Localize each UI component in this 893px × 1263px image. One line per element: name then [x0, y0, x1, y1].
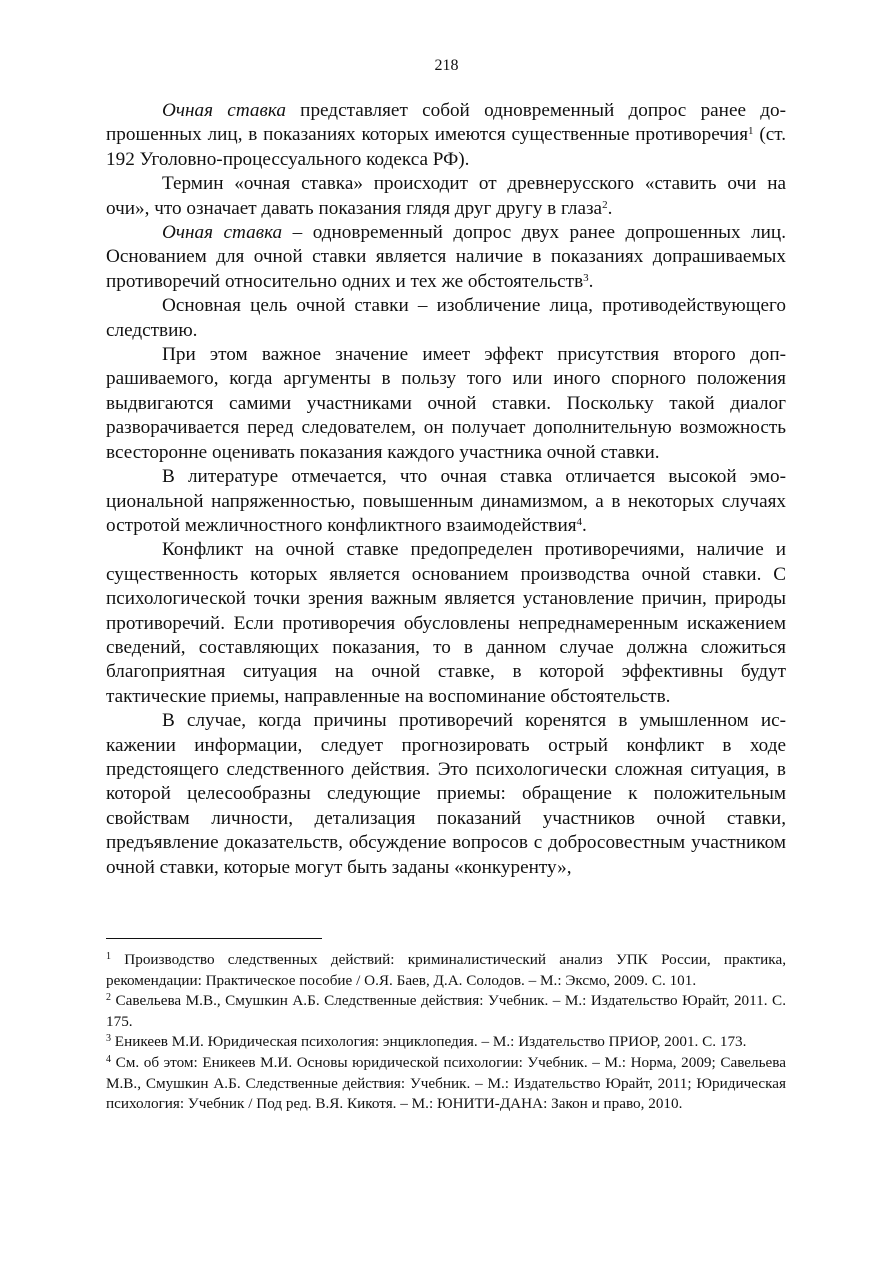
footnote-mark: 1 — [106, 951, 111, 962]
paragraph-8 — [106, 709, 786, 880]
footnotes — [106, 950, 786, 1115]
paragraph-text: Конфликт на очной ставке предопределен противоречиями, наличие и существенность которых является основанием производства очной ставки. С психологической точки зрения важным является установление причин, природы противоречий. Если противоречия обусловлены непреднамеренным искажением сведений, составляющих показания, то в данном случае должна сложиться благоприятная ситуация на очной ставке, в которой эффективны будут тактические приемы, направленные на воспоминание обстоятельств. — [106, 539, 786, 707]
body-text — [106, 99, 786, 880]
footnote-1 — [106, 950, 786, 991]
footnote-separator — [106, 938, 322, 939]
paragraph-2 — [106, 172, 786, 221]
footnote-mark: 4 — [106, 1053, 111, 1065]
paragraph-text: Основная цель очной ставки – изобличение лица, противодействующего следствию. — [106, 295, 786, 341]
term-italic: Очная ставка — [162, 100, 286, 121]
paragraph-6 — [106, 465, 786, 538]
footnote-2 — [106, 991, 786, 1032]
paragraph-text: – одновременный допрос двух ранее допрошенных лиц. Основанием для очной ставки является наличие в показаниях допрашиваемых противоречий относительно одних и тех же обстоятельств — [106, 222, 786, 292]
paragraph-text: представляет собой одновременный допрос ранее допрошенных лиц, в показаниях которых имеются существенные противоречия — [106, 100, 786, 146]
paragraph-text: Термин «очная ставка» происходит от древнерусского «ставить очи на очи», что означает давать показания глядя друг другу в глаза — [106, 173, 786, 219]
paragraph-text: В литературе отмечается, что очная ставка отличается высокой эмоциональной напряженностью, повышенным динамизмом, а в некоторых случаях остротой межличностного конфликтного взаимодействия — [106, 466, 786, 536]
footnote-mark: 2 — [106, 992, 111, 1004]
footnote-text: Савельева М.В., Смушкин А.Б. Следственные действия: Учебник. – М.: Издательство Юрайт, 2011. С. 175. — [106, 992, 786, 1030]
paragraph-7 — [106, 538, 786, 709]
paragraph-text: При этом важное значение имеет эффект присутствия второго допрашиваемого, когда аргументы в пользу того или иного спорного положения выдвигаются самими участниками очной ставки. Поскольку такой диалог разворачивается перед следователем, он получает дополнительную возможность всесторонне оценивать показания каждого участника очной ставки. — [106, 344, 786, 463]
paragraph-1 — [106, 99, 786, 172]
footnote-3 — [106, 1032, 786, 1053]
footnote-ref: 3 — [583, 271, 589, 284]
paragraph-5 — [106, 343, 786, 465]
paragraph-text: В случае, когда причины противоречий коренятся в умышленном искажении информации, следует прогнозировать острый конфликт в ходе предстоящего следственного действия. Это психологически сложная ситуация, в которой целесообразны следующие приемы: обращение к положительным свойствам личности, детализация показаний участников очной ставки, предъявление доказательств, обсуждение вопросов с добросовестным участником очной ставки, которые могут быть заданы «конкуренту», — [106, 710, 786, 878]
footnote-text: Производство следственных действий: криминалистический анализ УПК России, практика, рекомендации: Практическое пособие / О.Я. Баев, Д.А. Солодов. – М.: Эксмо, 2009. С. 101. — [106, 951, 786, 989]
footnote-text: Еникеев М.И. Юридическая психология: энциклопедия. – М.: Издательство ПРИОР, 2001. С. 173. — [111, 1033, 747, 1051]
paragraph-text: . — [607, 197, 613, 219]
page-number: 218 — [434, 57, 459, 74]
paragraph-4 — [106, 294, 786, 343]
footnote-4 — [106, 1053, 786, 1115]
paragraph-3 — [106, 221, 786, 294]
paragraph-text: (ст. 192 Уголовно-процессуального кодекса РФ). — [106, 124, 786, 170]
footnote-ref: 4 — [576, 515, 583, 528]
term-italic: Очная ставка — [162, 222, 283, 244]
footnote-ref: 2 — [602, 198, 608, 211]
footnote-text: См. об этом: Еникеев М.И. Основы юридической психологии: Учебник. – М.: Норма, 2009; Савельева М.В., Смушкин А.Б. Следственные действия: Учебник. – М.: Издательство Юрайт, 2011; Юридическая психология: Учебник / Под ред. В.Я. Кикотя. – М.: ЮНИТИ-ДАНА: Закон и право, 2010. — [106, 1053, 786, 1113]
footnote-mark: 3 — [106, 1033, 111, 1045]
paragraph-text: . — [582, 514, 587, 536]
paragraph-text: . — [588, 270, 594, 292]
footnote-ref: 1 — [748, 125, 754, 138]
